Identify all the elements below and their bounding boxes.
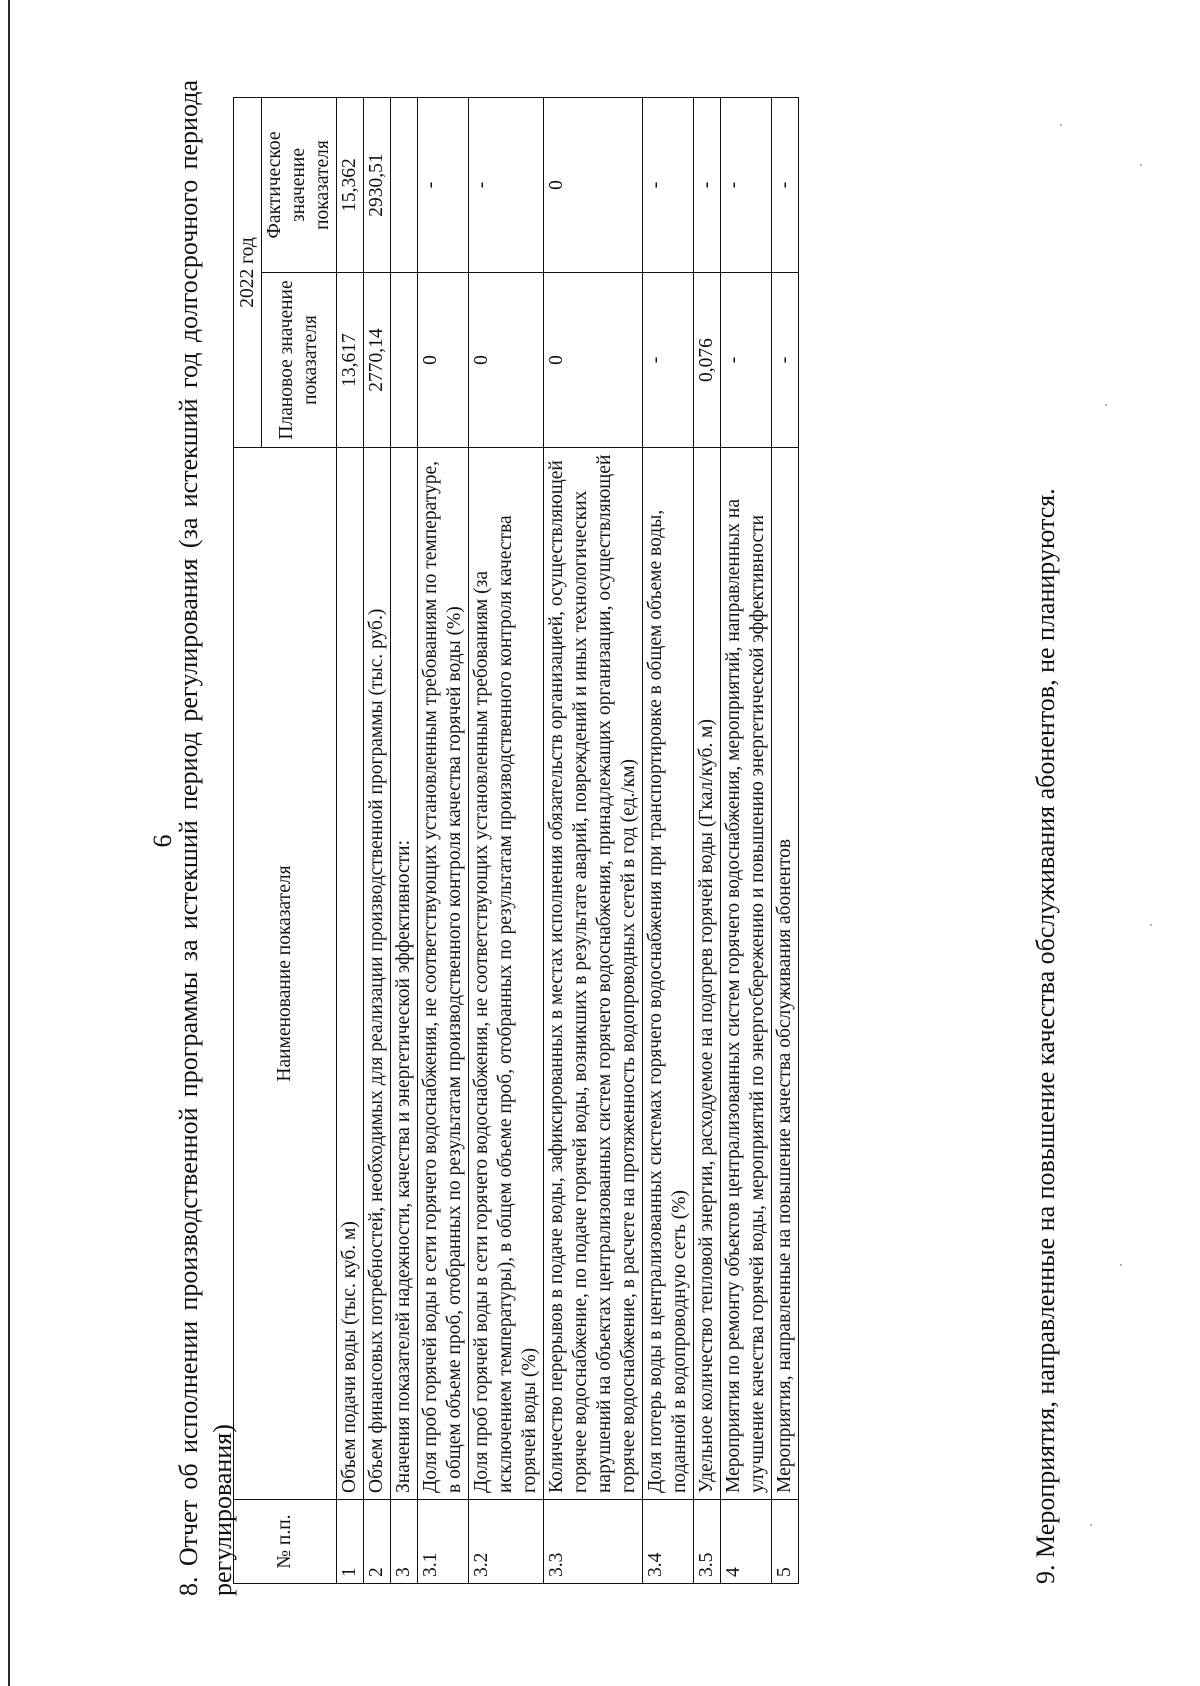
table-row [364,98,391,1584]
row-plan-value: 0 [544,273,643,448]
scan-speck [1090,1524,1092,1526]
row-name: Доля проб горячей воды в сети горячего водоснабжения, не соответствующих установленным требованиям по температуре, в общем объеме проб, отобранных по результатам производственного контроля качества горячей воды (%) [418,448,469,1500]
row-number: 3 [391,1500,418,1584]
table-row [544,98,643,1584]
row-name: Доля потерь воды в централизованных системах горячего водоснабжения при транспортировке в общем объеме воды, поданной в водопроводную сеть (%) [643,448,694,1500]
row-plan-value: 13,617 [337,273,364,448]
report-table [233,97,799,1584]
row-name: Значения показателей надежности, качества и энергетической эффективности: [391,448,418,1500]
scan-speck [1105,404,1107,406]
row-fact-value [391,98,418,273]
header-plan: Плановое значение показателя [262,273,337,448]
table-row [694,98,721,1584]
row-plan-value: 2770,14 [364,273,391,448]
row-fact-value: - [694,98,721,273]
row-number: 3.5 [694,1500,721,1584]
row-plan-value: - [643,273,694,448]
scan-speck [1150,924,1152,926]
row-fact-value: - [772,98,799,273]
table-row [391,98,418,1584]
table-row [469,98,544,1584]
table-row [643,98,694,1584]
row-fact-value: 2930,51 [364,98,391,273]
row-name: Мероприятия, направленные на повышение качества обслуживания абонентов [772,448,799,1500]
row-plan-value: 0 [418,273,469,448]
row-fact-value: - [721,98,772,273]
row-name: Объем финансовых потребностей, необходимых для реализации производственной программы (тыс. руб.) [364,448,391,1500]
row-plan-value: - [721,273,772,448]
row-fact-value: - [643,98,694,273]
row-plan-value [391,273,418,448]
scan-speck [1120,1264,1122,1266]
row-plan-value: - [772,273,799,448]
section-title: 8. Отчет об исполнении производственной программы за истекший период регулирования (за истекший год долгосрочного периода регулирования) [174,80,237,1596]
row-fact-value: 0 [544,98,643,273]
row-name: Объем подачи воды (тыс. куб. м) [337,448,364,1500]
row-fact-value: 15,362 [337,98,364,273]
row-number: 3.2 [469,1500,544,1584]
row-number: 2 [364,1500,391,1584]
table-row [721,98,772,1584]
row-name: Удельное количество тепловой энергии, расходуемое на подогрев горячей воды (Гкал/куб. м) [694,448,721,1500]
row-name: Мероприятия по ремонту объектов централизованных систем горячего водоснабжения, мероприятий, направленных на улучшение качества горячей воды, мероприятий по энергосбережению и повышению энергетической эффективности [721,448,772,1500]
scan-speck [1060,124,1062,126]
row-plan-value: 0 [469,273,544,448]
row-number: 3.1 [418,1500,469,1584]
row-name: Количество перерывов в подаче воды, зафиксированных в местах исполнения обязательств организацией, осуществляющей горячее водоснабжение, по подаче горячей воды, возникших в результате аварий, повреждений и иных технологических нарушений на объектах централизованных систем горячего водоснабжения, принадлежащих организации, осуществляющей горячее водоснабжение, в расчете на протяженность водопроводных сетей в год (ед./км) [544,448,643,1500]
row-plan-value: 0,076 [694,273,721,448]
row-number: 3.3 [544,1500,643,1584]
row-number: 4 [721,1500,772,1584]
page-number: 6 [148,834,177,848]
table-row [418,98,469,1584]
scan-speck [1140,164,1142,166]
header-name: Наименование показателя [234,448,337,1500]
row-fact-value: - [469,98,544,273]
footer-paragraph: 9. Мероприятия, направленные на повышение качества обслуживания абонентов, не планируются. [1031,488,1060,1584]
header-year: 2022 год [234,98,262,448]
row-name: Доля проб горячей воды в сети горячего водоснабжения, не соответствующих установленным требованиям (за исключением температуры), в общем объеме проб, отобранных по результатам производственного контроля качества горячей воды (%) [469,448,544,1500]
table-row [337,98,364,1584]
row-fact-value: - [418,98,469,273]
table-header-row [234,98,262,1584]
row-number: 5 [772,1500,799,1584]
header-num: № п.п. [234,1500,337,1584]
header-fact: Фактическое значение показателя [262,98,337,273]
row-number: 3.4 [643,1500,694,1584]
table-row [772,98,799,1584]
row-number: 1 [337,1500,364,1584]
